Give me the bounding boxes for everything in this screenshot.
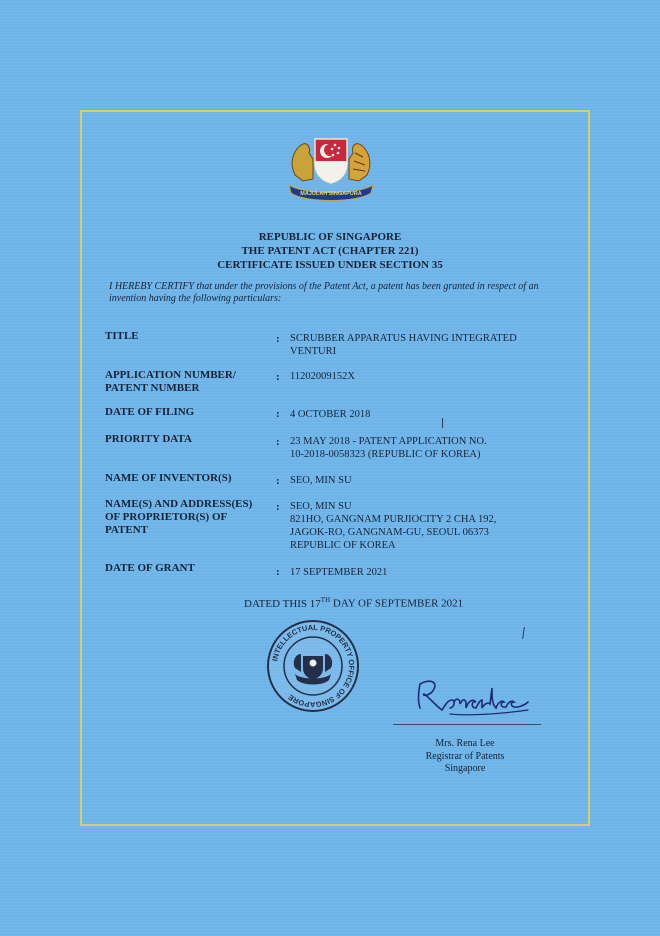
priority-data-value: 23 MAY 2018 - PATENT APPLICATION NO. 10-2018-0058323 (REPUBLIC OF KOREA) (290, 436, 487, 460)
singapore-coat-of-arms-icon (283, 123, 379, 203)
registrar-name: Mrs. Rena Lee (435, 738, 495, 749)
proprietor-label: NAME(S) AND ADDRESS(ES) OF PROPRIETOR(S) OF PATENT (105, 498, 253, 536)
ipos-seal-icon (265, 618, 361, 714)
certificate-heading (100, 230, 560, 272)
scan-mark (442, 418, 443, 428)
application-number-value: 11202009152X (290, 371, 355, 382)
certify-lead: I HEREBY CERTIFY (109, 281, 194, 292)
certify-text: that under the provisions of the Patent Act, a patent has been granted in respect of an invention having the following particulars: (109, 281, 539, 304)
filing-date-colon: : (276, 408, 280, 420)
grant-date-value: 17 SEPTEMBER 2021 (290, 567, 388, 578)
certify-statement (109, 281, 554, 305)
application-number-label: APPLICATION NUMBER/ PATENT NUMBER (105, 369, 236, 394)
registrar-block (395, 738, 535, 776)
grant-date-label: DATE OF GRANT (105, 562, 195, 574)
dated-pre: DATED THIS 17 (244, 597, 321, 610)
heading-line-1: REPUBLIC OF SINGAPORE (258, 231, 402, 243)
inventor-colon: : (276, 475, 280, 487)
priority-data-label: PRIORITY DATA (105, 433, 192, 445)
priority-data-colon: : (276, 436, 280, 448)
title-value: SCRUBBER APPARATUS HAVING INTEGRATED VENTURI (290, 333, 517, 357)
proprietor-value: SEO, MIN SU 821HO, GANGNAM PURJIOCITY 2 CHA 192, JAGOK-RO, GANGNAM-GU, SEOUL 06373 REPUBLIC OF KOREA (290, 501, 497, 551)
dated-sup: TH (320, 596, 331, 604)
seal-text: INTELLECTUAL PROPERTY OFFICE OF SINGAPORE (270, 622, 357, 710)
dated-post: DAY OF SEPTEMBER 2021 (330, 597, 464, 610)
application-number-colon: : (276, 371, 280, 383)
dated-line (180, 593, 540, 611)
title-label: TITLE (105, 330, 139, 342)
filing-date-label: DATE OF FILING (105, 406, 195, 418)
title-colon: : (276, 333, 280, 345)
registrar-signature (410, 670, 540, 720)
registrar-role: Registrar of Patents (425, 750, 505, 762)
grant-date-colon: : (276, 566, 280, 578)
proprietor-colon: : (276, 501, 280, 513)
inventor-value: SEO, MIN SU (290, 475, 352, 486)
signature-line (393, 724, 541, 725)
inventor-label: NAME OF INVENTOR(S) (105, 472, 232, 484)
filing-date-value: 4 OCTOBER 2018 (290, 409, 371, 420)
crest-motto: MAJULAH SINGAPURA (300, 191, 362, 197)
heading-line-3: CERTIFICATE ISSUED UNDER SECTION 35 (217, 259, 443, 271)
registrar-country: Singapore (444, 763, 486, 774)
heading-line-2: THE PATENT ACT (CHAPTER 221) (241, 245, 419, 257)
